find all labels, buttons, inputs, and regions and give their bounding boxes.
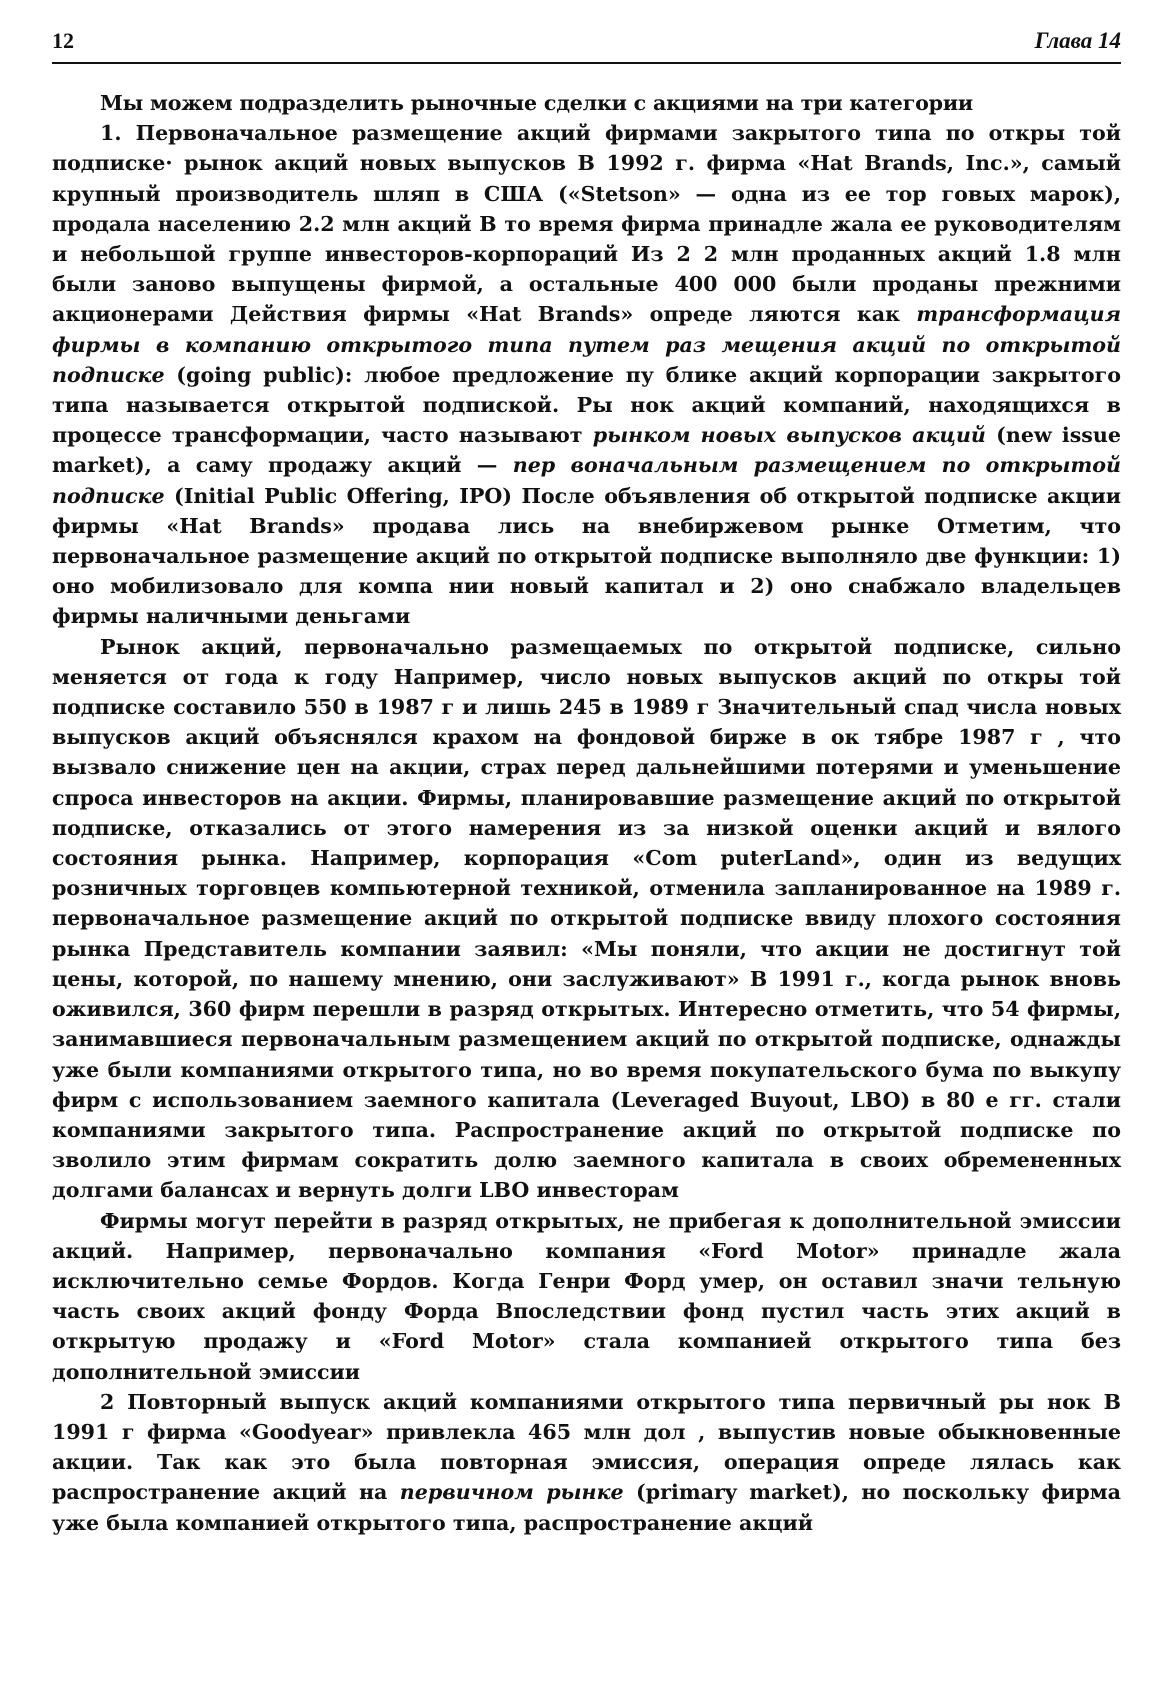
term-going-public: трансформация фирмы в компанию открытого типа путем раз мещения акций по открытой подписке: [52, 302, 1121, 387]
term-primary-market: первичном рынке: [399, 1480, 624, 1505]
paragraph-3: Фирмы могут перейти в разряд открытых, не прибегая к дополнительной эмиссии акций. Например, первоначально компания «Ford Motor» принадле жала исключительно семье Фордов. Когда Генри Форд умер, он оставил значи тельную часть своих акций фонду Форда Впоследствии фонд пустил часть этих акций в открытую продажу и «Ford Motor» стала компанией открытого типа без дополнительной эмиссии: [52, 1208, 1121, 1384]
paragraph-1-text-d: (Initial Public Offering, IPO) После объявления об открытой подписке акции фирмы «Hat Brands» продава лись на внебиржевом рынке Отметим, что первоначальное размещение акций по открытой подписке выполняло две функции: 1) оно мобилизовало для компа нии новый капитал и 2) оно снабжало владельцев фирмы наличными деньгами: [52, 483, 1121, 629]
intro-paragraph: Мы можем подразделить рыночные сделки с акциями на три категории: [100, 91, 973, 115]
paragraph-1-text-b: (going public): любое предложение пу блике акций корпорации закрытого типа называется открытой подпиской. Ры нок акций компаний, находящихся в процессе трансформации, часто называют: [52, 362, 1121, 448]
page-number: 12: [52, 28, 74, 53]
term-new-issue-market: рынком новых выпусков акций: [592, 423, 986, 448]
paragraph-2: Рынок акций, первоначально размещаемых по открытой подписке, сильно меняется от года к году Например, число новых выпусков акций по откры той подписке составило 550 в 1987 г и лишь 245 в 1989 г Значительный спад числа новых выпусков акций объяснялся крахом на фондовой бирже в ок тябре 1987 г , что вызвало снижение цен на акции, страх перед дальнейшими потерями и уменьшение спроса инвесторов на акции. Фирмы, планировавшие размещение акций по открытой подписке, отказались от этого намерения из за низкой оценки акций и вялого состояния рынка. Например, корпорация «Com puterLand», один из ведущих розничных торговцев компьютерной техникой, отменила запланированное на 1989 г. первоначальное размещение акций по открытой подписке ввиду плохого состояния рынка Представитель компании заявил: «Мы поняли, что акции не достигнут той цены, которой, по нашему мнению, они заслуживают» В 1991 г., когда рынок вновь оживился, 360 фирм перешли в разряд открытых. Интересно отметить, что 54 фирмы, занимавшиеся первоначальным размещением акций по открытой подписке, однажды уже были компаниями открытого типа, но во время покупательского бума по выкупу фирм с использованием заемного капитала (Leveraged Buyout, LBO) в 80 е гг. стали компаниями закрытого типа. Распространение акций по открытой подписке по зволило этим фирмам сократить долю заемного капитала в своих обремененных долгами балансах и вернуть долги LBO инвесторам: [52, 634, 1121, 1203]
paragraph-4-text-a: В 1991 г фирма «Goodyear» привлекла 465 млн дол , выпустив новые обыкновенные акции. Так как это была повторная эмиссия, операция опреде лялась как распространение акций на: [52, 1389, 1122, 1505]
paragraph-1-text-c: (new issue market), а саму продажу акций —: [52, 423, 1121, 478]
section-2-heading: 2 Повторный выпуск акций компаниями открытого типа первичный ры нок: [100, 1389, 1091, 1414]
paragraph-4-text-b: (primary market), но поскольку фирма уже была компанией открытого типа, распространение акций: [52, 1480, 1121, 1535]
chapter-title: Глава 14: [1034, 28, 1121, 53]
paragraph-1: [52, 118, 1121, 631]
paragraph-1-text-a: В 1992 г. фирма «Hat Brands, Inc.», самый крупный производитель шляп в США («Stetson» — одна из ее тор говых марок), продала населению 2.2 млн акций В то время фирма принадле жала ее руководителям и небольшой группе инвесторов-корпораций Из 2 2 млн проданных акций 1.8 млн были заново выпущены фирмой, а остальные 400 000 были проданы прежними акционерами Действия фирмы «Hat Brands» опреде ляются как: [52, 151, 1121, 327]
paragraph-4: [52, 1387, 1121, 1538]
section-1-heading: 1. Первоначальное размещение акций фирмами закрытого типа по откры той подписке· рынок акций новых выпусков: [52, 121, 1121, 176]
running-head: [52, 28, 1121, 64]
body-text: [52, 88, 1121, 1538]
term-ipo: пер воначальным размещением по открытой подписке: [52, 453, 1121, 508]
